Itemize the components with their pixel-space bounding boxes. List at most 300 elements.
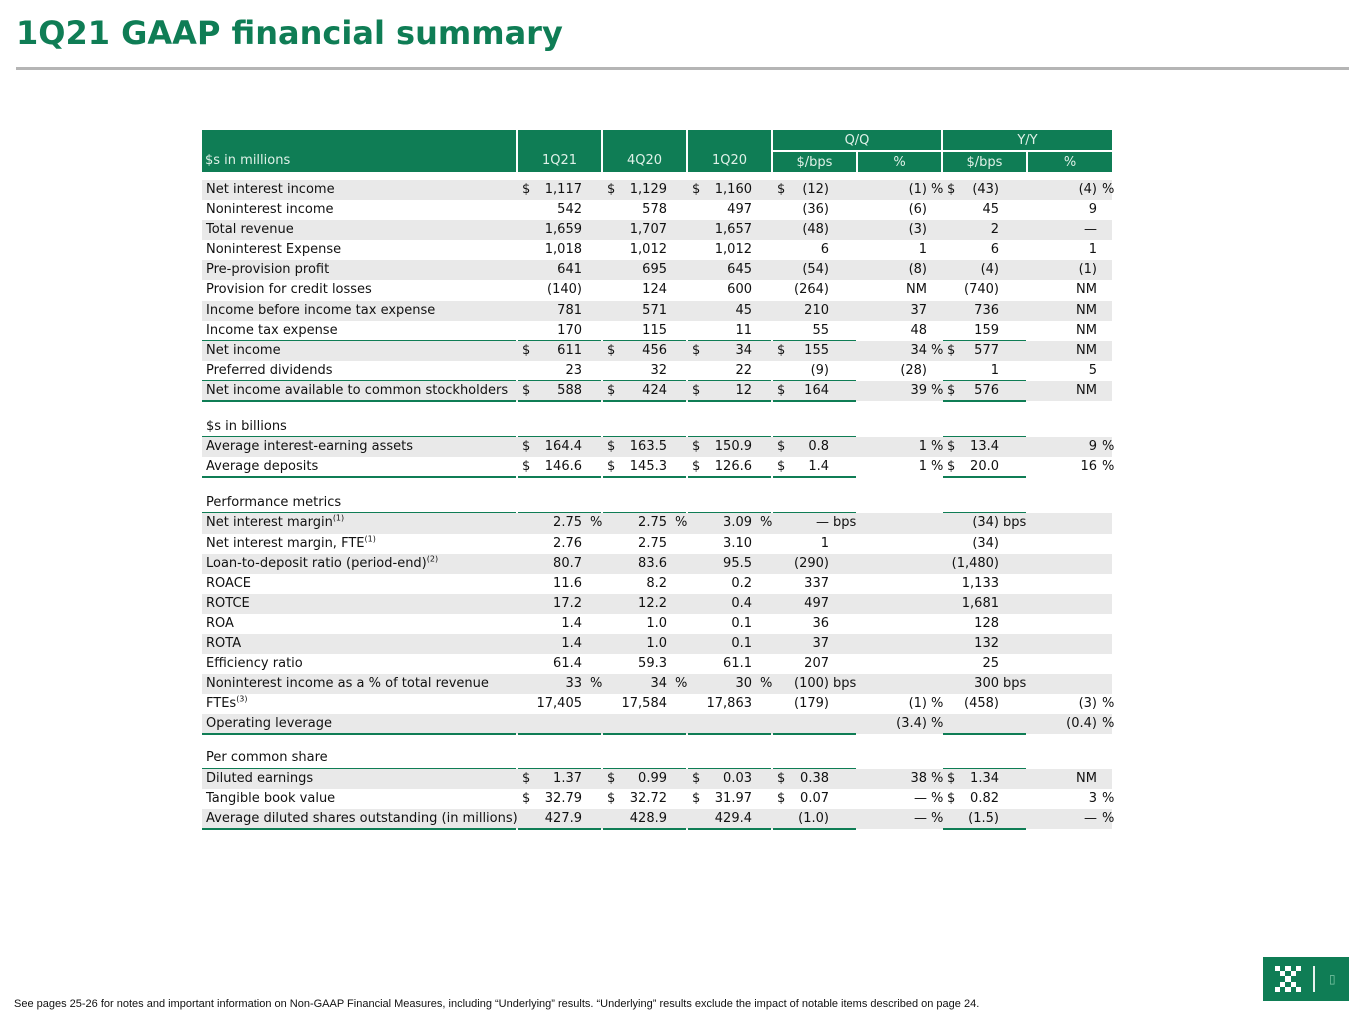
footnote: See pages 25-26 for notes and important information on Non-GAAP Financial Measures, including “Underlying” results. “Underlying” results exclude the impact of notable items described on page 24. [14,998,980,1010]
unit-suffix: % [1102,716,1115,732]
currency-symbol: $ [777,790,786,806]
cell-value: 170 [557,322,582,338]
row-underline [773,828,856,830]
cell-value: (1) [908,182,927,197]
cell-value: 210 [804,302,829,318]
unit-suffix: % [1102,182,1115,197]
cell-value: 0.03 [723,770,752,786]
unit-suffix: % [931,790,944,806]
cell-value: 1.37 [553,770,582,786]
cell-value: 781 [557,302,582,318]
cell-value: 611 [557,342,582,358]
cell-value: 1,012 [714,242,752,258]
table-row [202,769,1112,789]
cell-value: 2.75 [553,515,582,531]
unit-suffix: % [590,676,603,692]
row-underline [518,828,601,830]
table-row [202,493,1112,513]
row-label: Net interest income [206,182,335,197]
currency-symbol: $ [522,382,531,398]
cell-value: 0.1 [731,615,752,631]
currency-symbol: $ [522,459,531,475]
cell-value: 12.2 [638,595,667,611]
cell-value: 0.1 [731,635,752,651]
cell-value: 83.6 [638,555,667,571]
currency-symbol: $ [607,342,616,358]
cell-value: (100) [794,676,829,692]
cell-value: (4) [980,262,999,278]
cell-value: 23 [565,362,582,378]
cell-value: (6) [908,202,927,218]
cell-value: 1,681 [961,595,999,611]
cell-value: (1) [1078,262,1097,278]
row-underline [202,828,516,830]
unit-suffix: % [1102,459,1115,475]
table-row [202,714,1115,734]
cell-value: (4) [1078,182,1097,197]
table-row [202,789,1115,809]
cell-value: 37 [910,302,927,318]
row-label: Average deposits [206,459,319,475]
cell-value: 145.3 [629,459,667,475]
unit-suffix: % [1102,790,1115,806]
row-label: Net interest margin, FTE$^{(1)}$ [206,534,376,551]
cell-value: 31.97 [714,790,752,806]
cell-value: 3.09 [723,515,752,531]
cell-value: 12 [735,382,752,398]
cell-value: 115 [642,322,667,338]
cell-value: 456 [642,342,667,358]
table-row [202,694,1115,714]
cell-value: 3.10 [723,535,752,551]
cell-value: (36) [802,202,829,218]
currency-symbol: $ [522,342,531,358]
cell-value: 32 [650,362,667,378]
row-label: Average diluted shares outstanding (in millions) [206,810,518,826]
cell-value: NM [1076,322,1097,338]
currency-symbol: $ [692,439,701,455]
row-label: Pre-provision profit [206,262,330,278]
table-row [202,341,1112,361]
cell-value: (1.5) [968,810,999,826]
unit-suffix: % [675,515,688,531]
cell-value: (740) [964,282,999,298]
unit-suffix: % [931,342,944,358]
title-divider [16,67,1349,70]
row-label: Noninterest income [206,202,334,218]
header-period-1q21: 1Q21 [518,130,601,172]
row-label: Net income available to common stockholders [206,382,509,398]
cell-value: 95.5 [723,555,752,571]
cell-value: 59.3 [638,656,667,672]
row-label: Loan-to-deposit ratio (period-end)$^{(2)}$ [206,554,439,571]
row-label: Diluted earnings [206,770,314,786]
row-label: Tangible book value [206,790,336,806]
table-row [202,654,1112,674]
table-row [202,457,1115,477]
cell-value: 1.34 [970,770,999,786]
unit-suffix: % [1102,810,1115,826]
cell-value: (9) [810,362,829,378]
header-group-yy: Y/Y [943,130,1112,150]
currency-symbol: $ [947,790,956,806]
cell-value: 45 [735,302,752,318]
cell-value: 36 [812,615,829,631]
cell-value: 34 [650,676,667,692]
cell-value: 22 [735,362,752,378]
cell-value: 1 [990,362,999,378]
currency-symbol: $ [607,459,616,475]
cell-value: 164 [804,382,829,398]
cell-value: 695 [642,262,667,278]
unit-suffix: % [931,182,944,197]
cell-value: (140) [547,282,582,298]
currency-symbol: $ [607,182,616,197]
cell-value: — [914,790,927,806]
unit-suffix: % [931,810,944,826]
currency-symbol: $ [947,342,956,358]
cell-value: 17,584 [621,696,667,712]
footnote-ref: (1) [332,514,345,524]
table-row [202,321,1112,341]
header-period-1q20: 1Q20 [688,130,771,172]
cell-value: (264) [794,282,829,298]
cell-value: 6 [990,242,999,258]
cell-value: 2.75 [638,535,667,551]
unit-suffix: bps [1003,676,1027,692]
cell-value: 1,657 [714,222,752,238]
cell-value: 32.79 [544,790,582,806]
table-row [202,280,1112,300]
cell-value: 9 [1088,202,1097,218]
currency-symbol: $ [692,790,701,806]
cell-value: 5 [1088,362,1097,378]
cell-value: 0.4 [731,595,752,611]
cell-value: 577 [974,342,999,358]
table-row [202,748,1112,768]
row-label: ROTA [206,635,242,651]
cell-value: 128 [974,615,999,631]
cell-value: 588 [557,382,582,398]
currency-symbol: $ [777,770,786,786]
currency-symbol: $ [522,770,531,786]
cell-value: 8.2 [646,575,667,591]
cell-value: — [1084,222,1097,238]
row-label: ROACE [206,575,251,591]
table-row [202,614,1112,634]
cell-value: (3) [1078,696,1097,712]
cell-value: (8) [908,262,927,278]
cell-value: 9 [1088,439,1097,455]
table-body [202,180,1115,829]
cell-value: 429.4 [714,810,752,826]
currency-symbol: $ [692,459,701,475]
cell-value: 2.75 [638,515,667,531]
unit-suffix: % [760,515,773,531]
page-title: 1Q21 GAAP financial summary [16,14,563,52]
cell-value: (3.4) [896,716,927,732]
cell-value: NM [1076,282,1097,298]
footnote-ref: (3) [236,694,248,704]
cell-value: 55 [812,322,829,338]
currency-symbol: $ [947,439,956,455]
currency-symbol: $ [607,382,616,398]
cell-value: 1,133 [961,575,999,591]
table-row [202,417,1112,437]
cell-value: 20.0 [970,459,999,475]
row-label: Operating leverage [206,716,332,732]
currency-symbol: $ [607,439,616,455]
cell-value: 1 [1088,242,1097,258]
cell-value: 80.7 [553,555,582,571]
cell-value: 17,405 [536,696,582,712]
cell-value: 207 [804,656,829,672]
table-row [202,809,1115,829]
currency-symbol: $ [777,182,786,197]
cell-value: 132 [974,635,999,651]
header-qq-percent: % [858,152,941,172]
cell-value: 0.82 [970,790,999,806]
row-label: FTEs$^{(3)}$ [206,694,248,712]
row-label: Efficiency ratio [206,656,303,672]
row-label: ROTCE [206,595,250,611]
cell-value: 30 [735,676,752,692]
cell-value: (458) [964,696,999,712]
financial-summary-table [202,130,1115,829]
cell-value: 600 [727,282,752,298]
cell-value: (54) [802,262,829,278]
cell-value: 428.9 [629,810,667,826]
cell-value: 1,659 [544,222,582,238]
cell-value: 1.4 [561,615,582,631]
unit-suffix: % [760,676,773,692]
cell-value: 17.2 [553,595,582,611]
cell-value: 1.0 [646,635,667,651]
cell-value: 0.2 [731,575,752,591]
currency-symbol: $ [522,182,531,197]
row-label: Per common share [206,750,328,766]
table-row [202,200,1112,220]
cell-value: 126.6 [714,459,752,475]
table-row [202,554,1112,574]
row-label: Income before income tax expense [206,302,436,318]
row-underline [943,828,1026,830]
cell-value: 11.6 [553,575,582,591]
cell-value: NM [1076,770,1097,786]
currency-symbol: $ [692,182,701,197]
cell-value: 2 [990,222,999,238]
cell-value: 155 [804,342,829,358]
unit-suffix: % [675,676,688,692]
cell-value: 6 [820,242,829,258]
header-label: $s in millions [202,130,516,172]
cell-value: 1,117 [544,182,582,197]
cell-value: 576 [974,382,999,398]
cell-value: 337 [804,575,829,591]
cell-value: 1.0 [646,615,667,631]
cell-value: — [1084,810,1097,826]
cell-value: (48) [802,222,829,238]
cell-value: NM [906,282,927,298]
unit-suffix: % [1102,696,1115,712]
cell-value: 32.72 [629,790,667,806]
table-spacer [202,477,1112,493]
cell-value: (43) [972,182,999,197]
currency-symbol: $ [692,342,701,358]
cell-value: 571 [642,302,667,318]
currency-symbol: $ [777,439,786,455]
logo-divider [1313,966,1315,992]
cell-value: 427.9 [544,810,582,826]
currency-symbol: $ [522,439,531,455]
cell-value: 1,707 [629,222,667,238]
cell-value: 61.1 [723,656,752,672]
cell-value: 424 [642,382,667,398]
cell-value: (179) [794,696,829,712]
cell-value: 1 [918,459,927,475]
row-underline [603,828,686,830]
unit-suffix: bps [833,676,857,692]
cell-value: NM [1076,342,1097,358]
currency-symbol: $ [692,382,701,398]
unit-suffix: % [931,382,944,398]
table-row [202,674,1112,694]
cell-value: 39 [910,382,927,398]
cell-value: — [816,515,829,531]
cell-value: 1.4 [808,459,829,475]
cell-value: 17,863 [706,696,752,712]
cell-value: 146.6 [544,459,582,475]
cell-value: 1 [918,439,927,455]
cell-value: 2.76 [553,535,582,551]
cell-value: 736 [974,302,999,318]
currency-symbol: $ [607,770,616,786]
cell-value: 1,018 [544,242,582,258]
currency-symbol: $ [522,790,531,806]
row-label: Net interest margin$^{(1)}$ [206,514,345,531]
cell-value: 1,129 [629,182,667,197]
header-yy-dollar-bps: $/bps [943,152,1026,172]
row-label: Preferred dividends [206,362,333,378]
header-yy-percent: % [1028,152,1112,172]
cell-value: 1.4 [561,635,582,651]
cell-value: 300 [974,676,999,692]
header-period-4q20: 4Q20 [603,130,686,172]
table-row [202,180,1115,200]
currency-symbol: $ [947,182,956,197]
cell-value: 0.8 [808,439,829,455]
row-label: ROA [206,615,234,631]
cell-value: (1.0) [798,810,829,826]
row-label: Income tax expense [206,322,338,338]
cell-value: 542 [557,202,582,218]
cell-value: 641 [557,262,582,278]
table-row [202,594,1112,614]
cell-value: 1,012 [629,242,667,258]
cell-value: 0.99 [638,770,667,786]
cell-value: 16 [1080,459,1097,475]
table-spacer [202,734,1112,748]
cell-value: 164.4 [544,439,582,455]
table-row [202,220,1112,240]
cell-value: 1 [918,242,927,258]
unit-suffix: bps [1003,515,1027,531]
cell-value: 497 [727,202,752,218]
cell-value: 34 [910,342,927,358]
currency-symbol: $ [947,382,956,398]
cell-value: (34) [972,535,999,551]
cell-value: 0.38 [800,770,829,786]
row-label: Noninterest Expense [206,242,342,258]
brand-mark-icon [1273,964,1303,994]
row-label: Average interest-earning assets [206,439,414,455]
cell-value: 150.9 [714,439,752,455]
unit-suffix: bps [833,515,857,531]
table-row [202,260,1112,280]
cell-value: 3 [1088,790,1097,806]
footnote-ref: (2) [426,554,439,564]
unit-suffix: % [931,716,944,732]
currency-symbol: $ [777,459,786,475]
footnote-ref: (1) [364,534,376,544]
table-row [202,574,1112,594]
unit-suffix: % [1102,439,1115,455]
table-row [202,381,1112,401]
unit-suffix: % [931,696,944,712]
cell-value: 37 [812,635,829,651]
cell-value: 497 [804,595,829,611]
table-row [202,513,1112,533]
currency-symbol: $ [777,342,786,358]
unit-suffix: % [590,515,603,531]
cell-value: (34) [972,515,999,531]
cell-value: 11 [735,322,752,338]
row-label: $s in billions [206,419,287,435]
cell-value: (12) [802,182,829,197]
currency-symbol: $ [692,770,701,786]
cell-value: 48 [910,322,927,338]
cell-value: 34 [735,342,752,358]
unit-suffix: % [931,459,944,475]
cell-value: 45 [982,202,999,218]
cell-value: (28) [900,362,927,378]
row-label: Provision for credit losses [206,282,372,298]
cell-value: (1) [908,696,927,712]
cell-value: 1 [820,535,829,551]
cell-value: (1,480) [951,555,999,571]
cell-value: 33 [565,676,582,692]
row-label: Noninterest income as a % of total revenue [206,676,489,692]
table-spacer [202,401,1112,417]
header-qq-dollar-bps: $/bps [773,152,856,172]
cell-value: 25 [982,656,999,672]
currency-symbol: $ [947,770,956,786]
table-row [202,437,1115,457]
unit-suffix: % [931,439,944,455]
cell-value: — [914,810,927,826]
cell-value: 13.4 [970,439,999,455]
brand-logo [1263,957,1349,1001]
table-row [202,634,1112,654]
header-group-qq: Q/Q [773,130,941,150]
cell-value: (0.4) [1066,716,1097,732]
table-row [202,301,1112,321]
cell-value: (290) [794,555,829,571]
cell-value: NM [1076,382,1097,398]
cell-value: NM [1076,302,1097,318]
table-row [202,240,1112,260]
cell-value: 1,160 [714,182,752,197]
